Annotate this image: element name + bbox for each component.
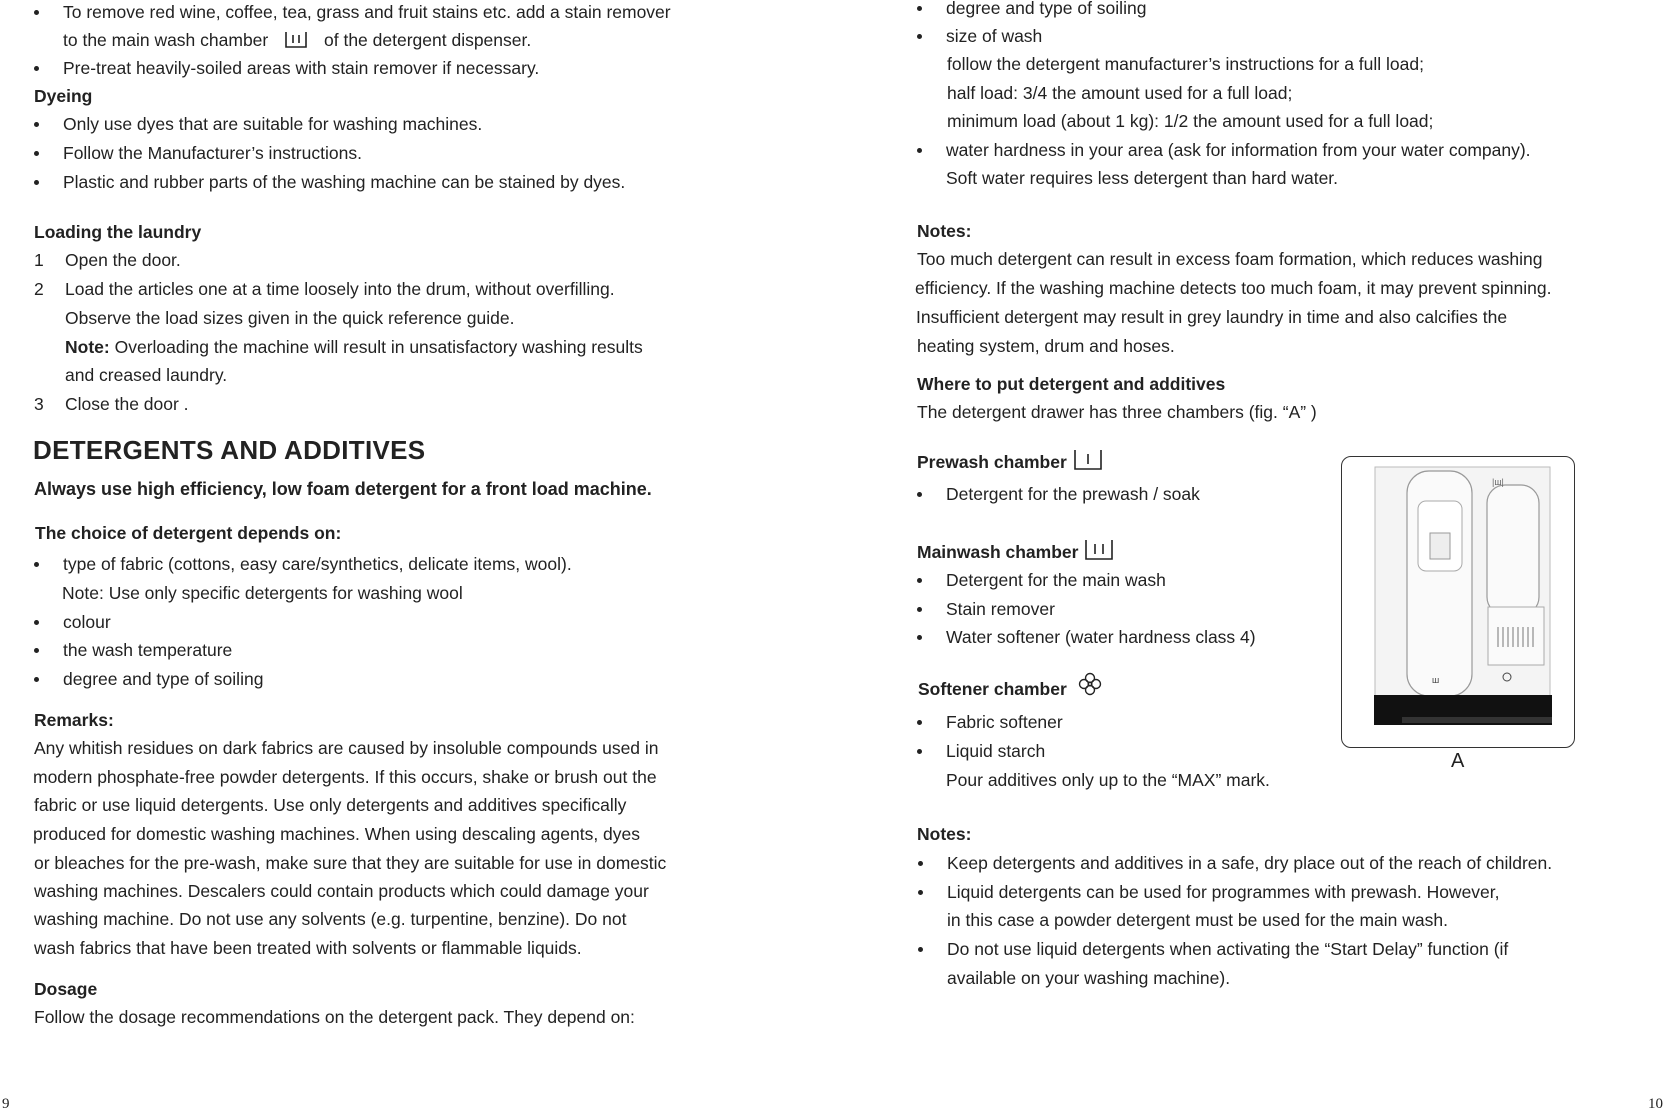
remarks-line: fabric or use liquid detergents. Use only detergents and additives specifically xyxy=(34,795,627,815)
svg-text:|ш|: |ш| xyxy=(1492,477,1504,487)
choice-note-text: Use only specific detergents for washing wool xyxy=(108,583,463,603)
softener-item: Liquid starch xyxy=(946,741,1046,761)
mainwash-item: Detergent for the main wash xyxy=(946,570,1166,590)
dosage-text: Follow the dosage recommendations on the detergent pack. They depend on: xyxy=(34,1007,635,1027)
remarks-line: washing machines. Descalers could contain products which could damage your xyxy=(34,881,649,901)
notes2-subitem: in this case a powder detergent must be used for the main wash. xyxy=(947,910,1448,930)
dosage-title: Dosage xyxy=(34,979,98,999)
mainwash-item: Stain remover xyxy=(946,599,1055,619)
dosage-subitem: half load: 3/4 the amount used for a full load; xyxy=(947,83,1293,103)
choice-title: The choice of detergent depends on: xyxy=(35,523,342,543)
notes2-item: Do not use liquid detergents when activating the “Start Delay” function (if xyxy=(947,939,1509,959)
loading-step-text: Close the door . xyxy=(65,394,189,414)
dosage-subitem: minimum load (about 1 kg): 1/2 the amount used for a full load; xyxy=(947,111,1434,131)
dosage-item: degree and type of soiling xyxy=(946,0,1146,19)
dyeing-item: Plastic and rubber parts of the washing machine can be stained by dyes. xyxy=(63,172,626,192)
mainwash-title xyxy=(917,539,1117,566)
loading-step-number: 3 xyxy=(34,394,44,414)
remarks-line: modern phosphate-free powder detergents. If this occurs, shake or brush out the xyxy=(33,767,657,787)
remarks-line: or bleaches for the pre-wash, make sure that they are suitable for use in domestic xyxy=(34,853,667,873)
stain-bullet-2-text: Pre-treat heavily-soiled areas with stain remover if necessary. xyxy=(63,58,540,78)
notes1-line: heating system, drum and hoses. xyxy=(917,336,1175,356)
softener-item: Fabric softener xyxy=(946,712,1063,732)
loading-step-number: 1 xyxy=(34,250,44,270)
remarks-line: wash fabrics that have been treated with solvents or flammable liquids. xyxy=(34,938,582,958)
choice-item: the wash temperature xyxy=(63,640,233,660)
choice-item: degree and type of soiling xyxy=(63,669,264,689)
svg-text:ш: ш xyxy=(1432,675,1440,685)
page-number-left: 9 xyxy=(2,1096,10,1112)
mainwash-chamber-icon xyxy=(285,31,307,54)
mainwash-item: Water softener (water hardness class 4) xyxy=(946,627,1256,647)
loading-step-number: 2 xyxy=(34,279,44,299)
figure-label: A xyxy=(1451,750,1465,772)
mainwash-title-text: Mainwash chamber xyxy=(917,542,1079,562)
remarks-line: produced for domestic washing machines. When using descaling agents, dyes xyxy=(33,824,641,844)
where-text: The detergent drawer has three chambers (fig. “A” ) xyxy=(917,402,1317,422)
detergent-drawer-illustration xyxy=(1342,457,1574,747)
dosage-item: size of wash xyxy=(946,26,1043,46)
prewash-title xyxy=(917,449,1106,476)
loading-step-text: Observe the load sizes given in the quick reference guide. xyxy=(65,308,515,328)
stain-bullet-2 xyxy=(63,57,539,79)
notes2-item: Liquid detergents can be used for programmes with prewash. However, xyxy=(947,882,1500,902)
stain-bullet-1 xyxy=(63,1,671,23)
stain-bullet-1-cont xyxy=(63,29,531,54)
loading-step-text: Load the articles one at a time loosely into the drum, without overfilling. xyxy=(65,279,615,299)
notes2-subitem: available on your washing machine). xyxy=(947,968,1231,988)
stain-bullet-1-cont-text: to the main wash chamber xyxy=(63,30,269,50)
loading-title: Loading the laundry xyxy=(34,222,202,242)
dyeing-title: Dyeing xyxy=(34,86,93,106)
notes2-item: Keep detergents and additives in a safe, dry place out of the reach of children. xyxy=(947,853,1553,873)
stain-bullet-1-text: To remove red wine, coffee, tea, grass and fruit stains etc. add a stain remover xyxy=(63,2,671,22)
loading-note-label: Note: xyxy=(65,337,110,357)
remarks-title: Remarks: xyxy=(34,710,114,730)
notes1-line: efficiency. If the washing machine detects too much foam, it may prevent spinning. xyxy=(915,278,1552,298)
notes2-title: Notes: xyxy=(917,824,972,844)
softener-title xyxy=(918,672,1106,701)
where-title: Where to put detergent and additives xyxy=(917,374,1226,394)
remarks-line: Any whitish residues on dark fabrics are caused by insoluble compounds used in xyxy=(34,738,659,758)
dyeing-item: Follow the Manufacturer’s instructions. xyxy=(63,143,362,163)
softener-title-text: Softener chamber xyxy=(918,679,1067,699)
dosage-subitem: Soft water requires less detergent than hard water. xyxy=(946,168,1339,188)
page-number-right: 10 xyxy=(1648,1096,1663,1112)
dosage-subitem: follow the detergent manufacturer’s instructions for a full load; xyxy=(947,54,1424,74)
loading-step-text: Open the door. xyxy=(65,250,181,270)
dosage-item: water hardness in your area (ask for information from your water company). xyxy=(946,140,1531,160)
detergent-drawer-figure xyxy=(1341,456,1575,748)
loading-step-text: and creased laundry. xyxy=(65,365,228,385)
choice-item: colour xyxy=(63,612,111,632)
choice-note xyxy=(62,582,463,604)
notes1-title: Notes: xyxy=(917,221,972,241)
softener-extra: Pour additives only up to the “MAX” mark. xyxy=(946,770,1270,790)
dyeing-item: Only use dyes that are suitable for washing machines. xyxy=(63,114,483,134)
mainwash-chamber-icon xyxy=(1085,539,1113,566)
choice-item: type of fabric (cottons, easy care/synthetics, delicate items, wool). xyxy=(63,554,572,574)
notes1-line: Insufficient detergent may result in grey laundry in time and also calcifies the xyxy=(916,307,1508,327)
remarks-line: washing machine. Do not use any solvents (e.g. turpentine, benzine). Do not xyxy=(34,909,627,929)
stain-bullet-1-cont-after: of the detergent dispenser. xyxy=(324,30,532,50)
choice-note-label: Note: xyxy=(62,583,104,603)
prewash-title-text: Prewash chamber xyxy=(917,452,1067,472)
detergents-heading: DETERGENTS AND ADDITIVES xyxy=(33,435,426,465)
loading-note xyxy=(65,336,643,358)
flower-icon xyxy=(1078,672,1102,701)
always-use-text: Always use high efficiency, low foam detergent for a front load machine. xyxy=(34,479,652,499)
loading-note-text: Overloading the machine will result in unsatisfactory washing results xyxy=(114,337,643,357)
prewash-item: Detergent for the prewash / soak xyxy=(946,484,1200,504)
prewash-chamber-icon xyxy=(1074,449,1102,476)
notes1-line: Too much detergent can result in excess foam formation, which reduces washing xyxy=(917,249,1543,269)
